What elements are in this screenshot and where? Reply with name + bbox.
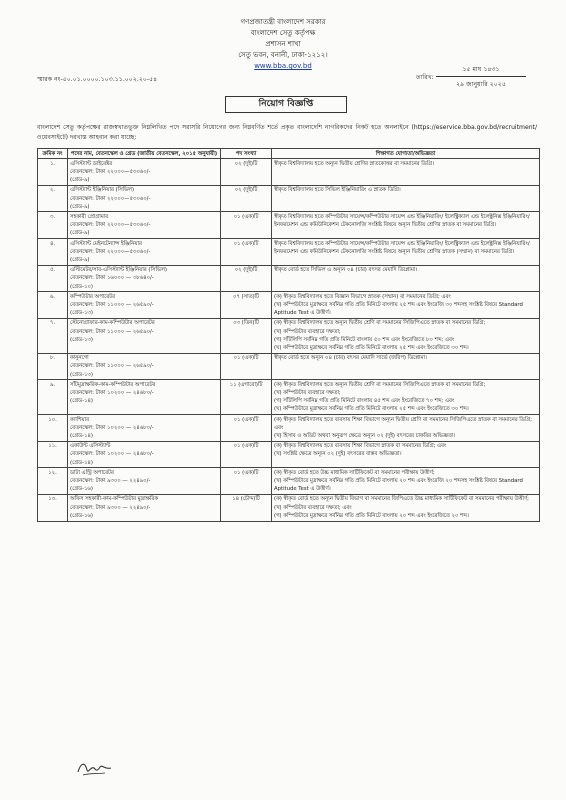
post-title: একাউন্ট এসিস্ট্যান্ট <box>70 443 111 450</box>
qualification-line: (খ) কম্পিউটার ব্যবহারে দক্ষতা; <box>274 328 341 335</box>
row-serial: ১১. <box>38 441 68 468</box>
row-post-count: ০১ (এক)টি <box>221 212 272 239</box>
header-serial: ক্রমিক নং <box>38 149 68 159</box>
pay-scale: বেতনস্কেল: টাকা ২২০০০—৫৩০৬০/- <box>70 195 151 202</box>
row-post <box>68 380 221 415</box>
row-post-count: ০২ (দুই)টি <box>221 159 272 186</box>
date-label: তারিখ: <box>416 74 434 81</box>
row-qualification <box>272 494 540 521</box>
date-bangla: ১৫ মাঘ ১৪৩১ <box>436 64 526 77</box>
pay-scale: বেতনস্কেল: টাকা ১০২০০ — ২৪৬৮০/- <box>70 424 154 431</box>
post-title: ডাটা এন্ট্রি অপারেটর <box>70 469 114 476</box>
row-qualification <box>272 441 540 468</box>
table-row <box>38 265 540 292</box>
row-serial: ১. <box>38 159 68 186</box>
qualification-line: (খ) হিসাব ও অডিট অথবা অনুরূপ ক্ষেত্রে অন্যূন ০২ (দুই) বৎসরের চাকরির অভিজ্ঞতা। <box>274 433 456 439</box>
row-serial: ২. <box>38 185 68 212</box>
header-qualification: শিক্ষাগত যোগ্যতা/অভিজ্ঞতা <box>272 149 540 159</box>
row-serial: ১২. <box>38 468 68 495</box>
row-post-count: ১১ (এগারো)টি <box>221 380 272 415</box>
post-title: কানুনগো <box>70 355 89 362</box>
row-serial: ৩. <box>38 212 68 239</box>
qualification-line: (ক) স্বীকৃত বিশ্ববিদ্যালয় হতে অন্যূন দ্বিতীয় শ্রেণি বা সমমানের সিজিপিএতে স্নাতক বা সমমানের ডিগ্রি; <box>274 381 486 388</box>
qualification-line: স্বীকৃত বোর্ড হতে অন্যূন ০৪ (চার) বৎসর মেয়াদি সার্ভে (জরিপ) ডিপ্লোমা। <box>274 355 427 362</box>
authority-name: বাংলাদেশ সেতু কর্তৃপক্ষ <box>250 29 316 37</box>
qualification-line: (খ) কম্পিউটার ব্যবহারে দক্ষতা; <box>274 389 341 396</box>
table-row <box>38 441 540 468</box>
grade: (গ্রেড-৯) <box>70 177 90 184</box>
govt-name: গণপ্রজাতন্ত্রী বাংলাদেশ সরকার <box>240 18 326 26</box>
qualification-line: (খ) কম্পিউটারে মুদ্রাক্ষরে সর্বনিম্ন গতি প্রতি মিনিটে বাংলায় ২০ শব্দ এবং ইংরেজি ২০ শব্দসহ সংশ্লিষ্ট বিষয়ে Standard Aptitude Test এ উত্তীর্ণ। <box>274 478 523 493</box>
qualification-line: (খ) সংশ্লিষ্ট ক্ষেত্রে অন্যূন ০২ (দুই) বৎসরের বাস্তব অভিজ্ঞতা। <box>274 451 402 458</box>
row-post-count: ০১ (এক)টি <box>221 468 272 495</box>
office-address: সেতু ভবন, বনানী, ঢাকা-১২১২। <box>238 51 328 59</box>
qualification-line: (ঘ) কম্পিউটারে মুদ্রাক্ষরে সর্বনিম্ন গতি প্রতি মিনিটে বাংলায় ২৫ শব্দ এবং ইংরেজিতে ৩০ শব্দ। <box>274 344 469 351</box>
table-body <box>38 159 540 521</box>
qualification-line: স্বীকৃত বিশ্ববিদ্যালয় হতে সিভিল ইঞ্জিনিয়ারিং এ স্নাতক ডিগ্রি। <box>274 187 401 194</box>
qualification-line: স্বীকৃত বিশ্ববিদ্যালয় হতে কম্পিউটার সায়েন্স/কম্পিউটার সায়েন্স এন্ড ইঞ্জিনিয়ারিং/ ইলেক্ট্রিক্যাল এন্ড ইলেক্ট্রনিক্স ইঞ্জিনিয়ারিং/ ইনফরমেশন এন্ড কমিউনিকেশন টেকনোলজি সংশ্লিষ্ট বিষয়ে অন্যূন দ্বিতীয় শ্রেণির স্নাতক বা সমমানের ডিগ্রি। <box>274 213 530 229</box>
qualification-line: (গ) সাঁটলিপি সর্বনিম্ন গতি প্রতি মিনিটে বাংলায় ৪৫ শব্দ এবং ইংরেজিতে ৭০ শব্দ; এবং <box>274 398 455 405</box>
row-qualification <box>272 380 540 415</box>
posts-table <box>37 148 540 522</box>
table-row <box>38 468 540 495</box>
row-post <box>68 494 221 521</box>
grade: (গ্রেড-১৪) <box>70 459 93 466</box>
row-post-count: ০৩ (তিন)টি <box>221 318 272 353</box>
row-qualification <box>272 353 540 380</box>
table-row <box>38 380 540 415</box>
date-block <box>416 64 526 90</box>
pay-scale: বেতনস্কেল: টাকা ১০২০০ — ২৪৬৮০/- <box>70 451 154 458</box>
row-serial: ৪. <box>38 239 68 266</box>
qualification-line: (ঘ) কম্পিউটারে মুদ্রাক্ষরে সর্বনিম্ন গতি প্রতি মিনিটে বাংলায় ২৫ শব্দ এবং ইংরেজিতে ৩০ শব্দ। <box>274 406 469 413</box>
row-qualification <box>272 292 540 319</box>
header-count: পদ সংখ্যা <box>221 149 272 159</box>
row-qualification <box>272 159 540 186</box>
row-qualification <box>272 212 540 239</box>
qualification-line: (ক) স্বীকৃত বিশ্ববিদ্যালয় হতে বিজ্ঞান বিভাগে স্নাতক (সম্মান) বা সমমানের ডিগ্রি; এবং <box>274 293 451 300</box>
grade: (গ্রেড-৯) <box>70 203 90 210</box>
pay-scale: বেতনস্কেল: টাকা ১৬০০০ — ৩৮৬৪০/- <box>70 275 154 282</box>
qualification-line: (ক) স্বীকৃত বিশ্ববিদ্যালয় হতে ব্যবসায় শিক্ষা বিভাগে অন্যূন দ্বিতীয় শ্রেণি বা সমমানের সিজিপিএতে স্নাতক বা সমমানের ডিগ্রি; এবং <box>274 416 532 431</box>
row-post <box>68 353 221 380</box>
qualification-line: (খ) কম্পিউটার ব্যবহারে দক্ষতা; এবং <box>274 504 352 511</box>
post-title: স্টেনোগ্রাফার-কাম-কম্পিউটার অপারেটর <box>70 320 155 327</box>
table-header-row <box>38 149 540 159</box>
pay-scale: বেতনস্কেল: টাকা ১১০০০ — ২৬৫৯০/- <box>70 328 154 335</box>
intro-paragraph: বাংলাদেশ সেতু কর্তৃপক্ষের রাজস্বখাতভুক্ত নিম্নলিখিত পদে সরাসরি নিয়োগের জন্য নিম্নবর্ণিত শর্তে প্রকৃত বাংলাদেশি নাগরিকদের নিকট হতে অনলাইনে (https://eservice.bba.gov.bd/recruitment/ ওয়েবসাইটে) দরখাস্ত আহবান করা যাচ্ছে: <box>37 124 537 141</box>
row-post <box>68 292 221 319</box>
table-row <box>38 159 540 186</box>
pay-scale: বেতনস্কেল: টাকা ২২০০০—৫৩০৬০/- <box>70 248 151 255</box>
grade: (গ্রেড-৯) <box>70 230 90 237</box>
row-post-count: ০১ (এক)টি <box>221 239 272 266</box>
qualification-line: (গ) সাঁটলিপি সর্বনিম্ন গতি প্রতি মিনিটে বাংলায় ৫০ শব্দ এবং ইংরেজিতে ৮০ শব্দ; এবং <box>274 336 455 343</box>
grade: (গ্রেড-১৬) <box>70 512 93 519</box>
row-qualification <box>272 415 540 442</box>
row-post-count: ০১ (এক)টি <box>221 415 272 442</box>
table-row <box>38 353 540 380</box>
row-qualification <box>272 239 540 266</box>
post-title: এসিস্ট্যান্ট ডাইরেক্টর <box>70 160 113 167</box>
table-row <box>38 185 540 212</box>
signature <box>75 756 115 778</box>
date-english: ২৯ জানুয়ারি ২০২৫ <box>456 81 506 88</box>
row-post <box>68 468 221 495</box>
grade: (গ্রেড-১৩) <box>70 310 93 317</box>
row-serial: ৯. <box>38 380 68 415</box>
row-post-count: ০১ (এক)টি <box>221 441 272 468</box>
qualification-line: (ক) স্বীকৃত বিশ্ববিদ্যালয় হতে ব্যবসায় শিক্ষা বিভাগে স্নাতক বা সমমানের ডিগ্রি; এবং <box>274 443 447 450</box>
grade: (গ্রেড-১৬) <box>70 486 93 493</box>
table-row <box>38 415 540 442</box>
grade: (গ্রেড-৯) <box>70 256 90 263</box>
row-serial: ১০. <box>38 415 68 442</box>
table-row <box>38 494 540 521</box>
pay-scale: বেতনস্কেল: টাকা ২২০০০—৫৩০৬০/- <box>70 222 151 229</box>
row-post-count: ০১ (এক)টি <box>221 353 272 380</box>
qualification-line: স্বীকৃত বিশ্ববিদ্যালয় হতে অন্যূন দ্বিতীয় শ্রেণির স্নাতকোত্তর বা সমমানের ডিগ্রি। <box>274 160 435 167</box>
grade: (গ্রেড-১০) <box>70 283 93 290</box>
row-post <box>68 415 221 442</box>
post-title: সহকারী প্রোগ্রামার <box>70 213 109 220</box>
table-row <box>38 239 540 266</box>
post-title: ক্যাশিয়ার <box>70 416 89 423</box>
pay-scale: বেতনস্কেল: টাকা ৯৩০০ — ২২৪৯০/- <box>70 478 151 485</box>
qualification-line: স্বীকৃত বিশ্ববিদ্যালয় হতে কম্পিউটার সায়েন্স/কম্পিউটার সায়েন্স এন্ড ইঞ্জিনিয়ারিং/ ইলেক্ট্রিক্যাল এন্ড ইলেক্ট্রনিক্স ইঞ্জিনিয়ারিং/ ইনফরমেশন এন্ড কমিউনিকেশন টেকনোলজি সংশ্লিষ্ট বিষয়ে অন্যূন দ্বিতীয় শ্রেণির স্নাতক (সম্মান) বা সমমানের ডিগ্রি। <box>274 240 530 255</box>
row-post <box>68 239 221 266</box>
row-qualification <box>272 265 540 292</box>
post-title: এসিস্ট্যান্ট ইঞ্জিনিয়ার (সিভিল) <box>70 187 135 194</box>
post-title: কম্পিউটার অপারেটর <box>70 293 116 300</box>
row-post-count: ০২ (দুই)টি <box>221 185 272 212</box>
post-title: এস্টিমেটর/সাব-এসিস্ট্যান্ট ইঞ্জিনিয়ার (সিভিল) <box>70 267 167 274</box>
row-post-count: ০৭ (সাত)টি <box>221 292 272 319</box>
pay-scale: বেতনস্কেল: টাকা ২২০০০—৫৩০৬০/- <box>70 168 151 175</box>
website-link[interactable]: www.bba.gov.bd <box>254 62 312 70</box>
pay-scale: বেতনস্কেল: টাকা ১১০০০ — ২৬৫৯০/- <box>70 301 154 308</box>
row-post-count: ১৪ (চৌদ্দ)টি <box>221 494 272 521</box>
row-post-count: ০২ (দুই)টি <box>221 265 272 292</box>
row-post <box>68 159 221 186</box>
row-post <box>68 212 221 239</box>
pay-scale: বেতনস্কেল: টাকা ৯৩০০ — ২২৪৯০/- <box>70 504 151 511</box>
qualification-line: (ক) স্বীকৃত বোর্ড হতে উচ্চ মাধ্যমিক সার্টিফিকেট বা সমমানের পরীক্ষায় উত্তীর্ণ; <box>274 469 435 476</box>
grade: (গ্রেড-১৩) <box>70 336 93 343</box>
grade: (গ্রেড-১৪) <box>70 398 93 405</box>
qualification-line: স্বীকৃত বোর্ড হতে সিভিল এ অন্যূন ০৪ (চার) বৎসর মেয়াদি ডিপ্লোমা। <box>274 267 418 274</box>
pay-scale: বেতনস্কেল: টাকা ১০২০০ — ২৪৬৮০/- <box>70 389 154 396</box>
pay-scale: বেতনস্কেল: টাকা ১১০০০ — ২৬৫৯০/- <box>70 363 154 370</box>
grade: (গ্রেড-১৪) <box>70 433 93 439</box>
table-row <box>38 318 540 353</box>
qualification-line: (খ) কম্পিউটারে মুদ্রাক্ষরে সর্বনিম্ন গতি প্রতি মিনিটে বাংলায় ২৫ শব্দ এবং ইংরেজি ৩০ শব্দসহ সংশ্লিষ্ট বিষয়ে Standard Aptitude Test এ উত্তীর্ণ। <box>274 301 523 317</box>
grade: (গ্রেড-১৩) <box>70 371 93 378</box>
post-title: অফিস সহকারী-কাম-কম্পিউটার মুদ্রাক্ষরিক <box>70 496 159 503</box>
page-title: নিয়োগ বিজ্ঞপ্তি <box>225 96 347 113</box>
row-qualification <box>272 185 540 212</box>
row-serial: ৫. <box>38 265 68 292</box>
qualification-line: (ক) স্বীকৃত বিশ্ববিদ্যালয় হতে অন্যূন দ্বিতীয় শ্রেণি বা সমমানের সিজিপিএতে স্নাতক বা সমমানের ডিগ্রি; <box>274 320 486 327</box>
post-title: সাঁটমুদ্রাক্ষরিক-কাম-কম্পিউটার অপারেটর <box>70 381 156 388</box>
row-post <box>68 265 221 292</box>
row-serial: ৬. <box>38 292 68 319</box>
department-name: প্রশাসন শাখা <box>265 40 301 48</box>
row-post <box>68 441 221 468</box>
table-row <box>38 292 540 319</box>
header-post: পদের নাম, বেতনস্কেল ও গ্রেড (জাতীয় বেতনস্কেল, ২০১৫ অনুযায়ী) <box>68 149 221 159</box>
post-title: এসিস্ট্যান্ট মেইনটেন্যান্স ইঞ্জিনিয়ার <box>70 240 142 247</box>
row-post <box>68 185 221 212</box>
row-serial: ৮. <box>38 353 68 380</box>
memo-number: স্মারক নং-৫০.০১.০০০০.১০৩.১১.০০২.২০-৫৪ <box>37 76 158 83</box>
table-row <box>38 212 540 239</box>
row-serial: ৭. <box>38 318 68 353</box>
row-serial: ১৩. <box>38 494 68 521</box>
row-qualification <box>272 468 540 495</box>
qualification-line: (ক) স্বীকৃত বোর্ড হতে অন্যূন দ্বিতীয় বিভাগ বা সমমানের জিপিএতে উচ্চ মাধ্যমিক সার্টিফিকেট বা সমমানের পরীক্ষায় উত্তীর্ণ; <box>274 496 529 503</box>
row-post <box>68 318 221 353</box>
row-qualification <box>272 318 540 353</box>
qualification-line: (গ) কম্পিউটারে মুদ্রাক্ষরে সর্বনিম্ন গতি প্রতি মিনিটে বাংলায় ২০ শব্দ এবং ইংরেজিতে ২০ শব্দ। <box>274 512 469 519</box>
